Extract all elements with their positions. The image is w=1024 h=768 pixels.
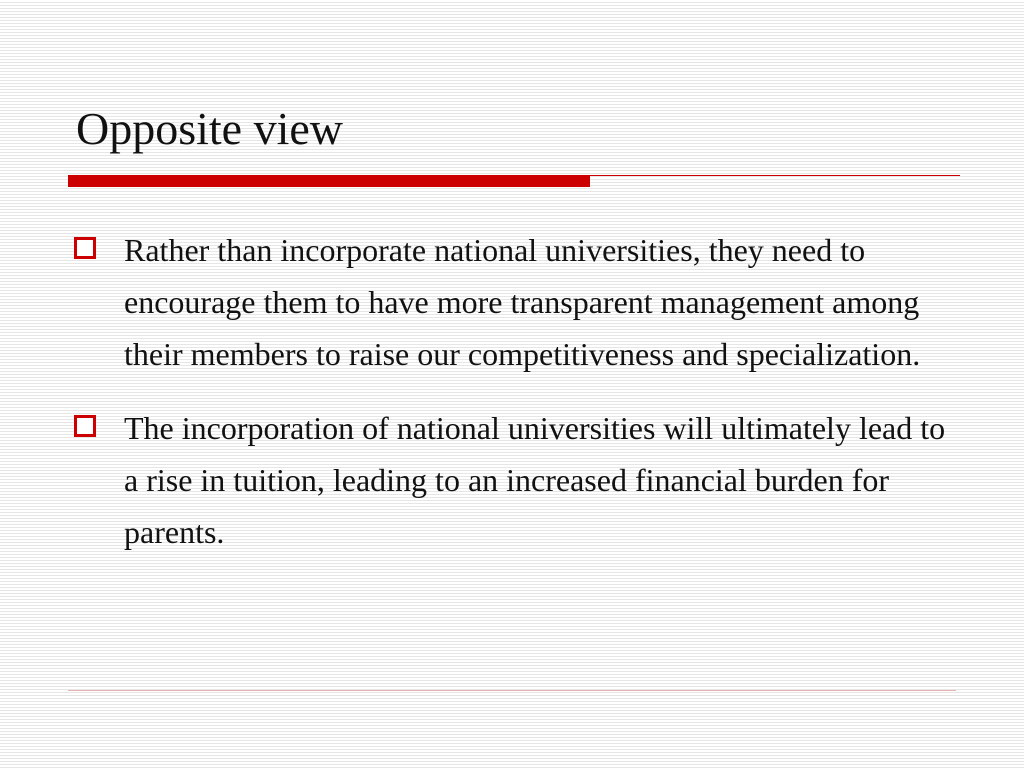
bullet-item [74,224,964,380]
bullet-text: Rather than incorporate national universities, they need to encourage them to have more transparent management among their members to raise our competitiveness and specialization. [124,232,921,372]
hollow-square-bullet-icon [74,415,96,437]
slide-title: Opposite view [76,103,344,154]
hollow-square-bullet-icon [74,237,96,259]
title-underline-thick [68,175,590,187]
title-underline-thin [590,175,960,176]
footer-divider [68,690,956,691]
bullet-item [74,402,964,558]
bullet-list [74,224,964,580]
bullet-text: The incorporation of national universities will ultimately lead to a rise in tuition, leading to an increased financial burden for parents. [124,410,946,550]
